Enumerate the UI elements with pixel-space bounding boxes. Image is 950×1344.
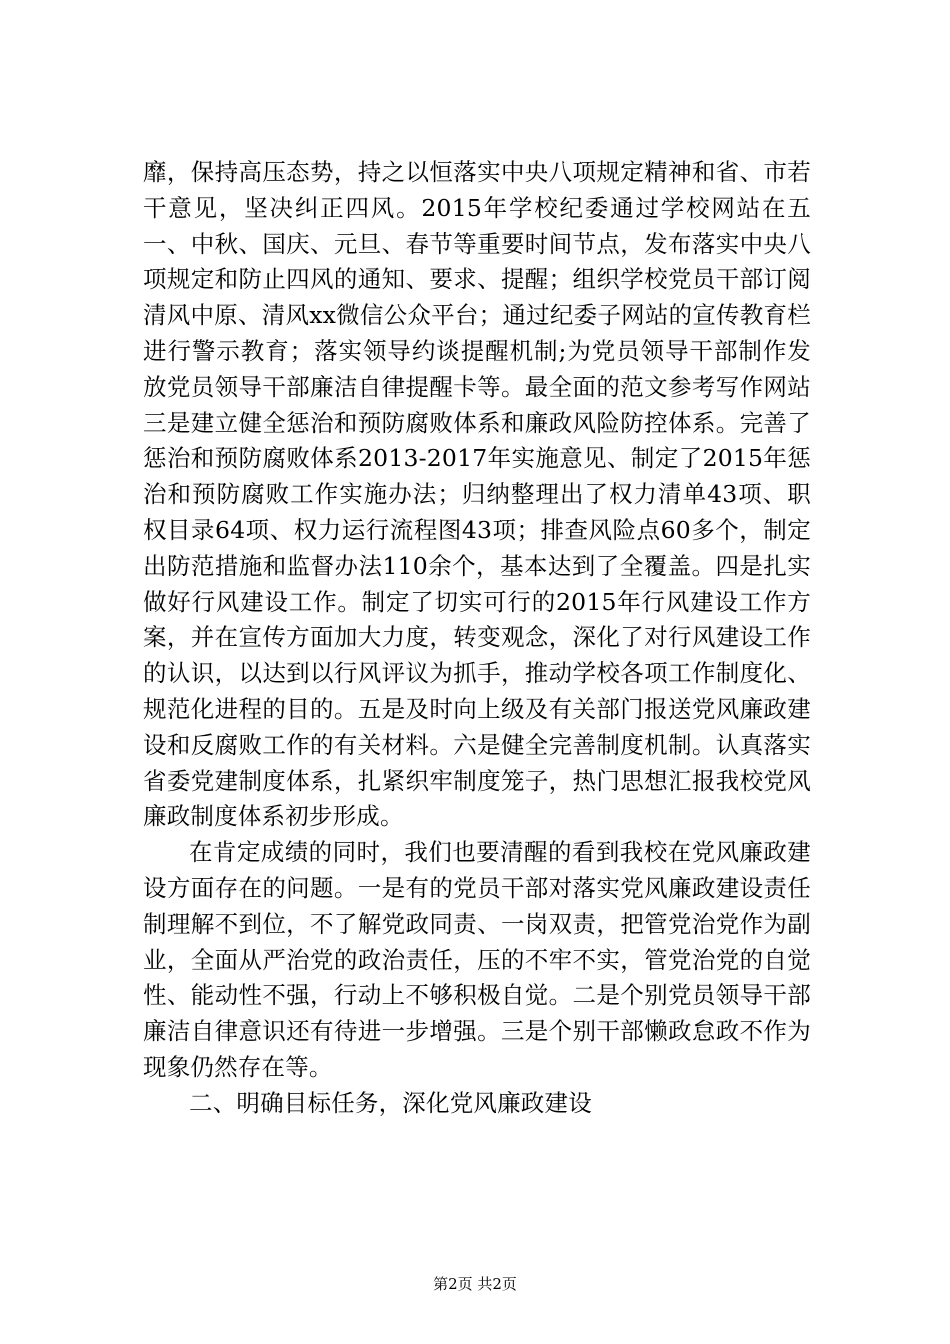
page-number-label: 第2页 共2页 (433, 1275, 517, 1293)
page-footer (0, 1274, 950, 1294)
document-body (143, 155, 811, 1122)
paragraph-achievements: 靡，保持高压态势，持之以恒落实中央八项规定精神和省、市若干意见，坚决纠正四风。2015年学校纪委通过学校网站在五一、中秋、国庆、元旦、春节等重要时间节点，发布落实中央八项规定和防止四风的通知、要求、提醒；组织学校党员干部订阅清风中原、清风xx微信公众平台；通过纪委子网站的宣传教育栏进行警示教育；落实领导约谈提醒机制;为党员领导干部制作发放党员领导干部廉洁自律提醒卡等。最全面的范文参考写作网站三是建立健全惩治和预防腐败体系和廉政风险防控体系。完善了惩治和预防腐败体系2013-2017年实施意见、制定了2015年惩治和预防腐败工作实施办法；归纳整理出了权力清单43项、职权目录64项、权力运行流程图43项；排查风险点60多个，制定出防范措施和监督办法110余个，基本达到了全覆盖。四是扎实做好行风建设工作。制定了切实可行的2015年行风建设工作方案，并在宣传方面加大力度，转变观念，深化了对行风建设工作的认识，以达到以行风评议为抓手，推动学校各项工作制度化、规范化进程的目的。五是及时向上级及有关部门报送党风廉政建设和反腐败工作的有关材料。六是健全完善制度机制。认真落实省委党建制度体系，扎紧织牢制度笼子，热门思想汇报我校党风廉政制度体系初步形成。 (143, 158, 811, 831)
paragraph-problems: 在肯定成绩的同时，我们也要清醒的看到我校在党风廉政建设方面存在的问题。一是有的党员干部对落实党风廉政建设责任制理解不到位，不了解党政同责、一岗双责，把管党治党作为副业，全面从严治党的政治责任，压的不牢不实，管党治党的自觉性、能动性不强，行动上不够积极自觉。二是个别党员领导干部廉洁自律意识还有待进一步增强。三是个别干部懒政怠政不作为现象仍然存在等。 (143, 838, 811, 1081)
section-heading: 二、明确目标任务，深化党风廉政建设 (189, 1088, 592, 1117)
